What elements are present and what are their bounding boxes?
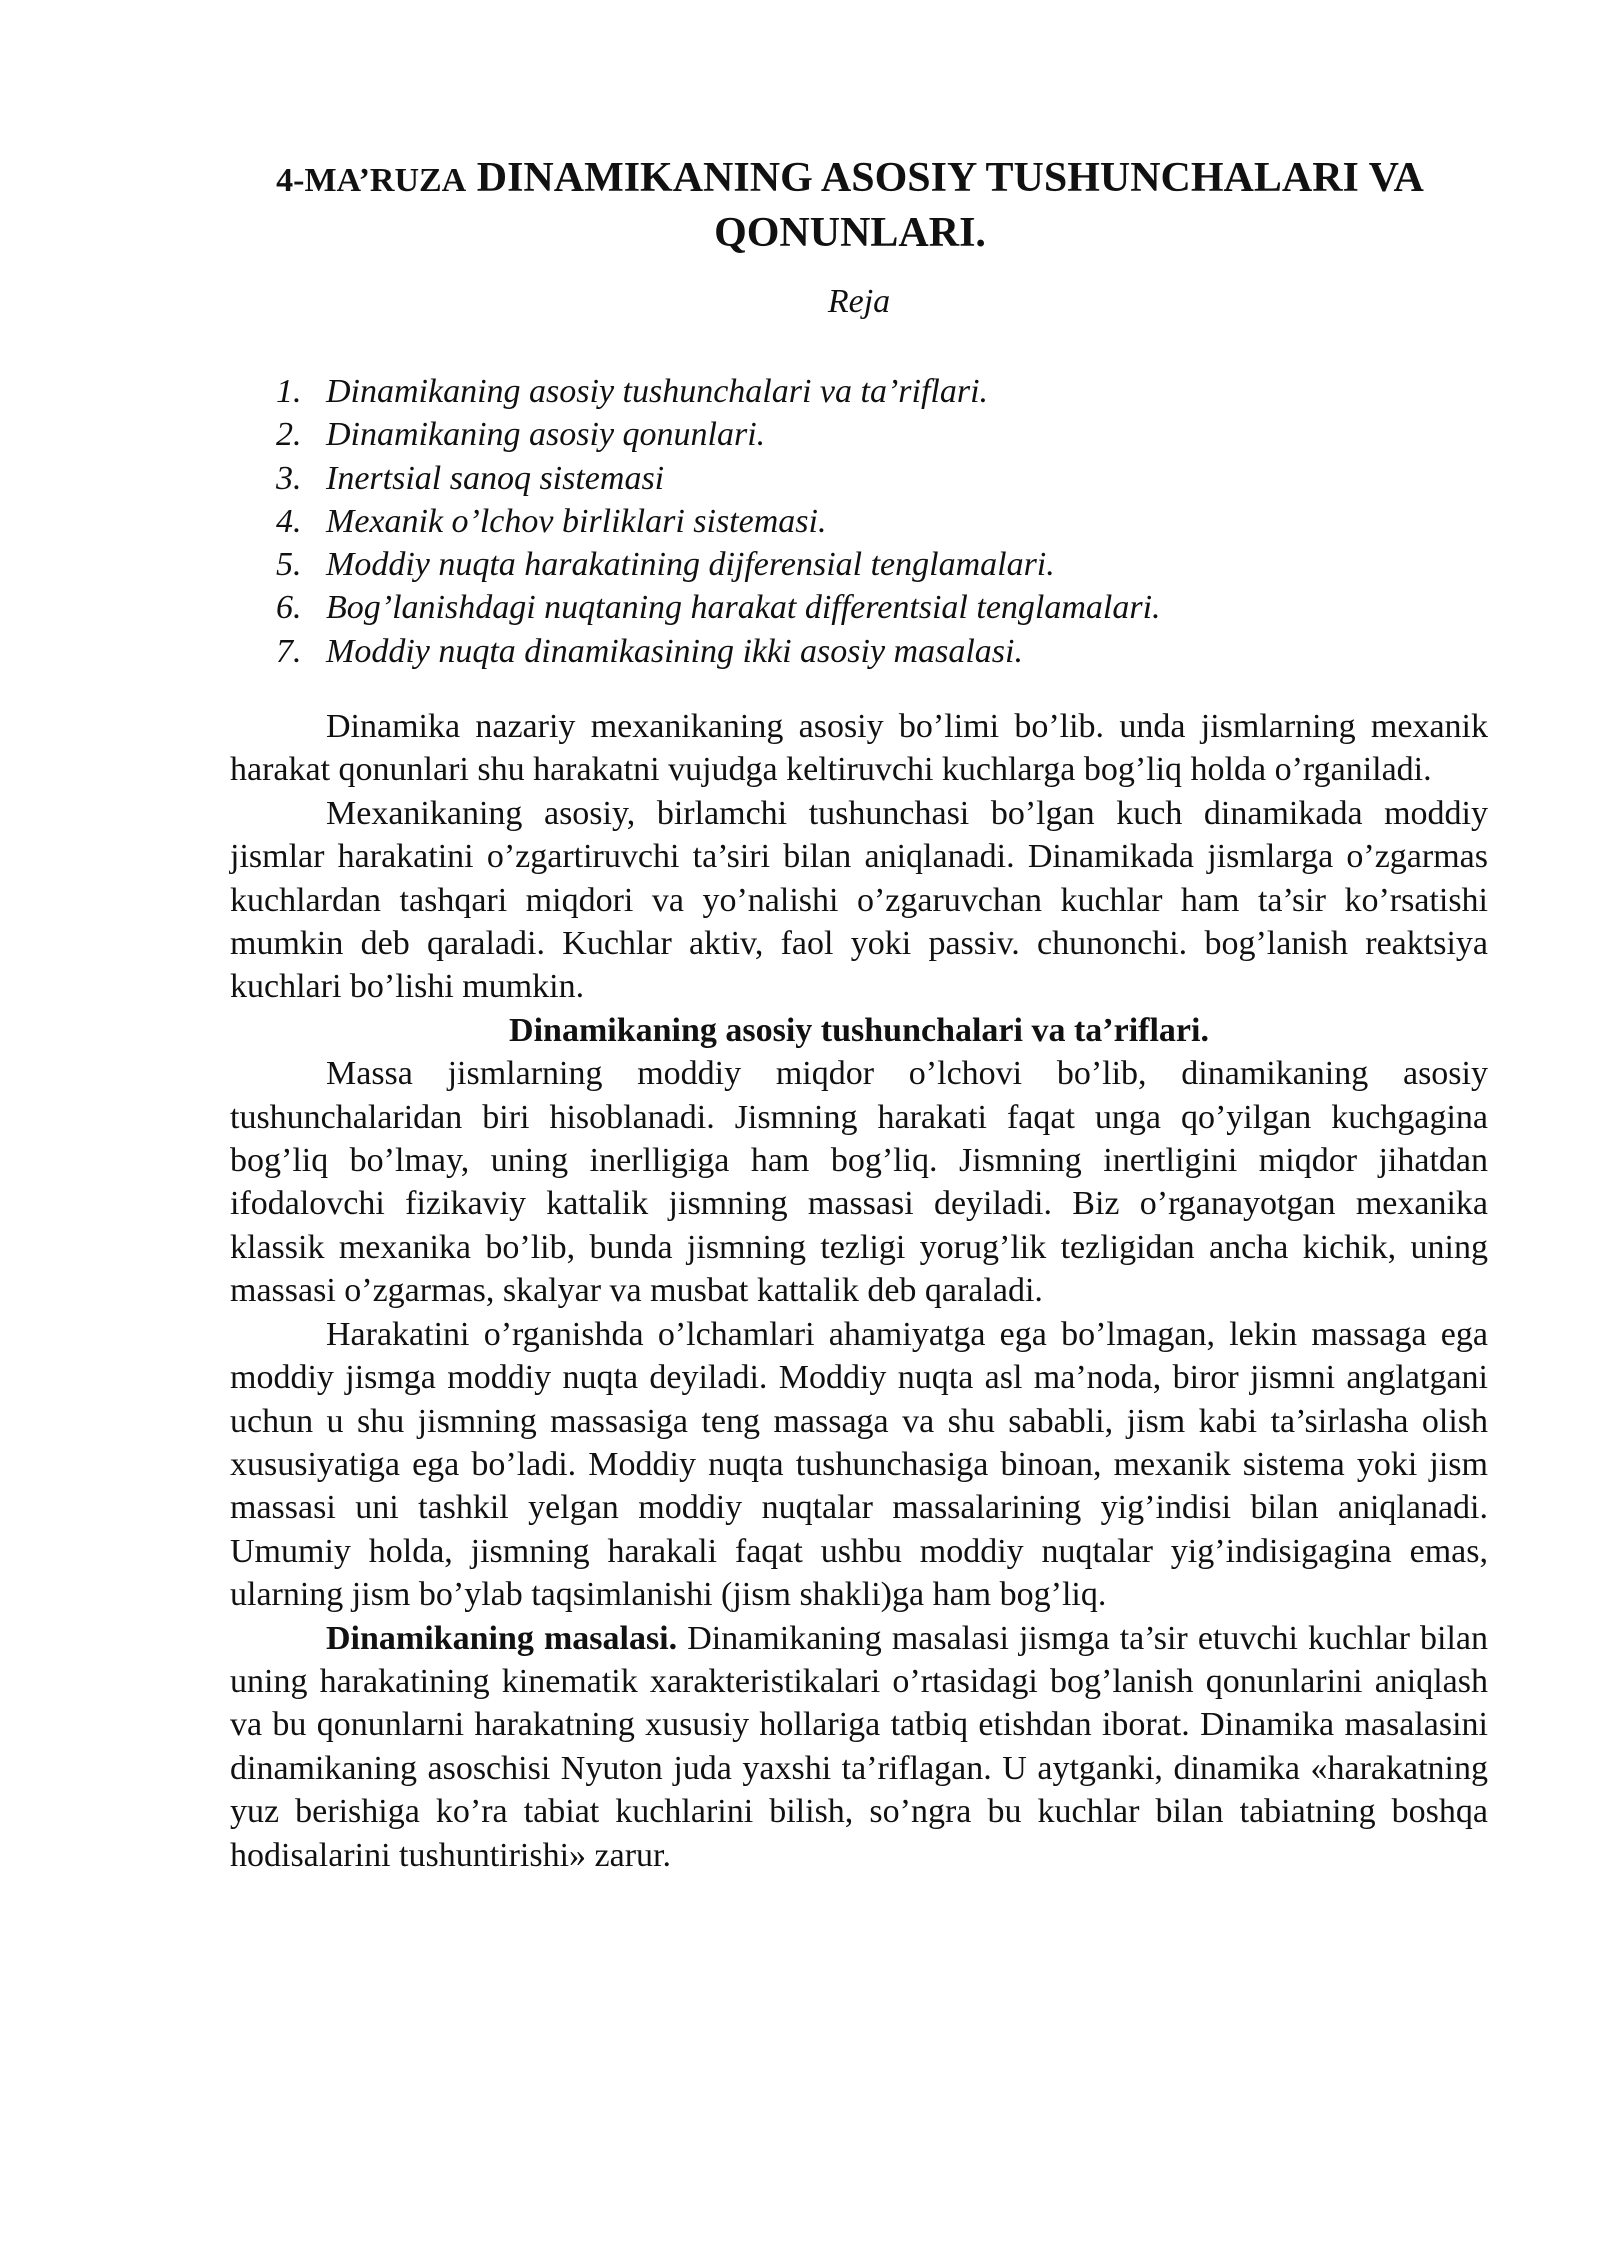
- plan-item-text: Inertsial sanoq sistemasi: [326, 459, 665, 497]
- plan-item: [276, 543, 1526, 586]
- paragraph-material-point: Harakatini o’rganishda o’lchamlari ahamiyatga ega bo’lmagan, lekin massaga ega moddiy jismga moddiy nuqta deyiladi. Moddiy nuqta asl ma’noda, biror jismni anglatgani uchun u shu jismning massasiga teng massaga va shu sababli, jism kabi ta’sirlasha olish xususiyatiga ega bo’ladi. Moddiy nuqta tushunchasiga binoan, mexanik sistema yoki jism massasi uni tashkil yelgan moddiy nuqtalar massalarining yig’indisi bilan aniqlanadi. Umumiy holda, jismning harakali faqat ushbu moddiy nuqtalar yig’indisigagina emas, ularning jism bo’ylab taqsimlanishi (jism shakli)ga ham bog’liq.: [230, 1315, 1488, 1614]
- plan-item-number: 1.: [276, 373, 302, 410]
- lecture-title-part1: DINAMIKANING ASOSIY TUSHUNCHALARI VA: [476, 155, 1424, 201]
- lecture-title: [220, 152, 1480, 259]
- plan-item: [276, 500, 1526, 543]
- plan-list: [276, 370, 1526, 673]
- plan-item: [276, 413, 1526, 456]
- lecture-title-part2: QONUNLARI.: [714, 210, 986, 256]
- paragraph-force: Mexanikaning asosiy, birlamchi tushunchasi bo’lgan kuch dinamikada moddiy jismlar harakatini o’zgartiruvchi ta’siri bilan aniqlanadi. Dinamikada jismlarga o’zgarmas kuchlardan tashqari miqdori va yo’nalishi o’zgaruvchan kuchlar ham ta’sir ko’rsatishi mumkin deb qaraladi. Kuchlar aktiv, faol yoki passiv. chunonchi. bog’lanish reaktsiya kuchlari bo’lishi mumkin.: [230, 794, 1488, 1006]
- plan-item-text: Moddiy nuqta harakatining dijferensial tenglamalari.: [326, 546, 1055, 584]
- plan-item: [276, 457, 1526, 500]
- plan-item: [276, 630, 1526, 673]
- paragraph-dynamics-task: [230, 1617, 1488, 1877]
- lecture-number: 4-MA’RUZA: [276, 162, 467, 199]
- plan-item-text: Dinamikaning asosiy tushunchalari va ta’riflari.: [326, 373, 989, 410]
- plan-item-number: 2.: [276, 416, 302, 454]
- paragraph-intro: Dinamika nazariy mexanikaning asosiy bo’limi bo’lib. unda jismlarning mexanik harakat qonunlari shu harakatni vujudga keltiruvchi kuchlarga bog’liq holda o’rganiladi.: [230, 708, 1488, 789]
- plan-heading: Reja: [827, 283, 891, 320]
- plan-item: [276, 370, 1526, 413]
- document-body: [230, 705, 1488, 1877]
- plan-item-number: 7.: [276, 632, 302, 670]
- plan-item-text: Moddiy nuqta dinamikasining ikki asosiy masalasi.: [326, 632, 1023, 670]
- plan-item-text: Dinamikaning asosiy qonunlari.: [326, 416, 766, 454]
- plan-item-text: Mexanik o’lchov birliklari sistemasi.: [326, 502, 827, 540]
- paragraph-lead: Dinamikaning masalasi.: [326, 1619, 678, 1657]
- plan-item-text: Bog’lanishdagi nuqtaning harakat differentsial tenglamalari.: [326, 589, 1161, 627]
- plan-item-number: 3.: [276, 459, 302, 497]
- plan-item-number: 5.: [276, 546, 302, 584]
- plan-item: [276, 586, 1526, 629]
- paragraph-dynamics-task-text: Dinamikaning masalasi jismga ta’sir etuvchi kuchlar bilan uning harakatining kinematik xarakteristikalari o’rtasidagi bog’lanish qonunlarini aniqlash va bu qonunlarni harakatning xususiy hollariga tatbiq etishdan iborat. Dinamika masalasini dinamikaning asoschisi Nyuton juda yaxshi ta’riflagan. U aytganki, dinamika «harakatning yuz berishiga ko’ra tabiat kuchlarini bilish, so’ngra bu kuchlar bilan tabiatning boshqa hodisalarini tushuntirishi» zarur.: [230, 1619, 1489, 1874]
- paragraph-mass: Massa jismlarning moddiy miqdor o’lchovi bo’lib, dinamikaning asosiy tushunchalaridan biri hisoblanadi. Jismning harakati faqat unga qo’yilgan kuchgagina bog’liq bo’lmay, uning inerlligiga ham bog’liq. Jismning inertligini miqdor jihatdan ifodalovchi fizikaviy kattalik jismning massasi deyiladi. Biz o’rganayotgan mexanika klassik mexanika bo’lib, bunda jismning tezligi yorug’lik tezligidan ancha kichik, uning massasi o’zgarmas, skalyar va musbat kattalik deb qaraladi.: [230, 1055, 1488, 1310]
- plan-item-number: 4.: [276, 502, 302, 540]
- section-heading: Dinamikaning asosiy tushunchalari va ta’riflari.: [509, 1011, 1209, 1049]
- plan-item-number: 6.: [276, 589, 302, 627]
